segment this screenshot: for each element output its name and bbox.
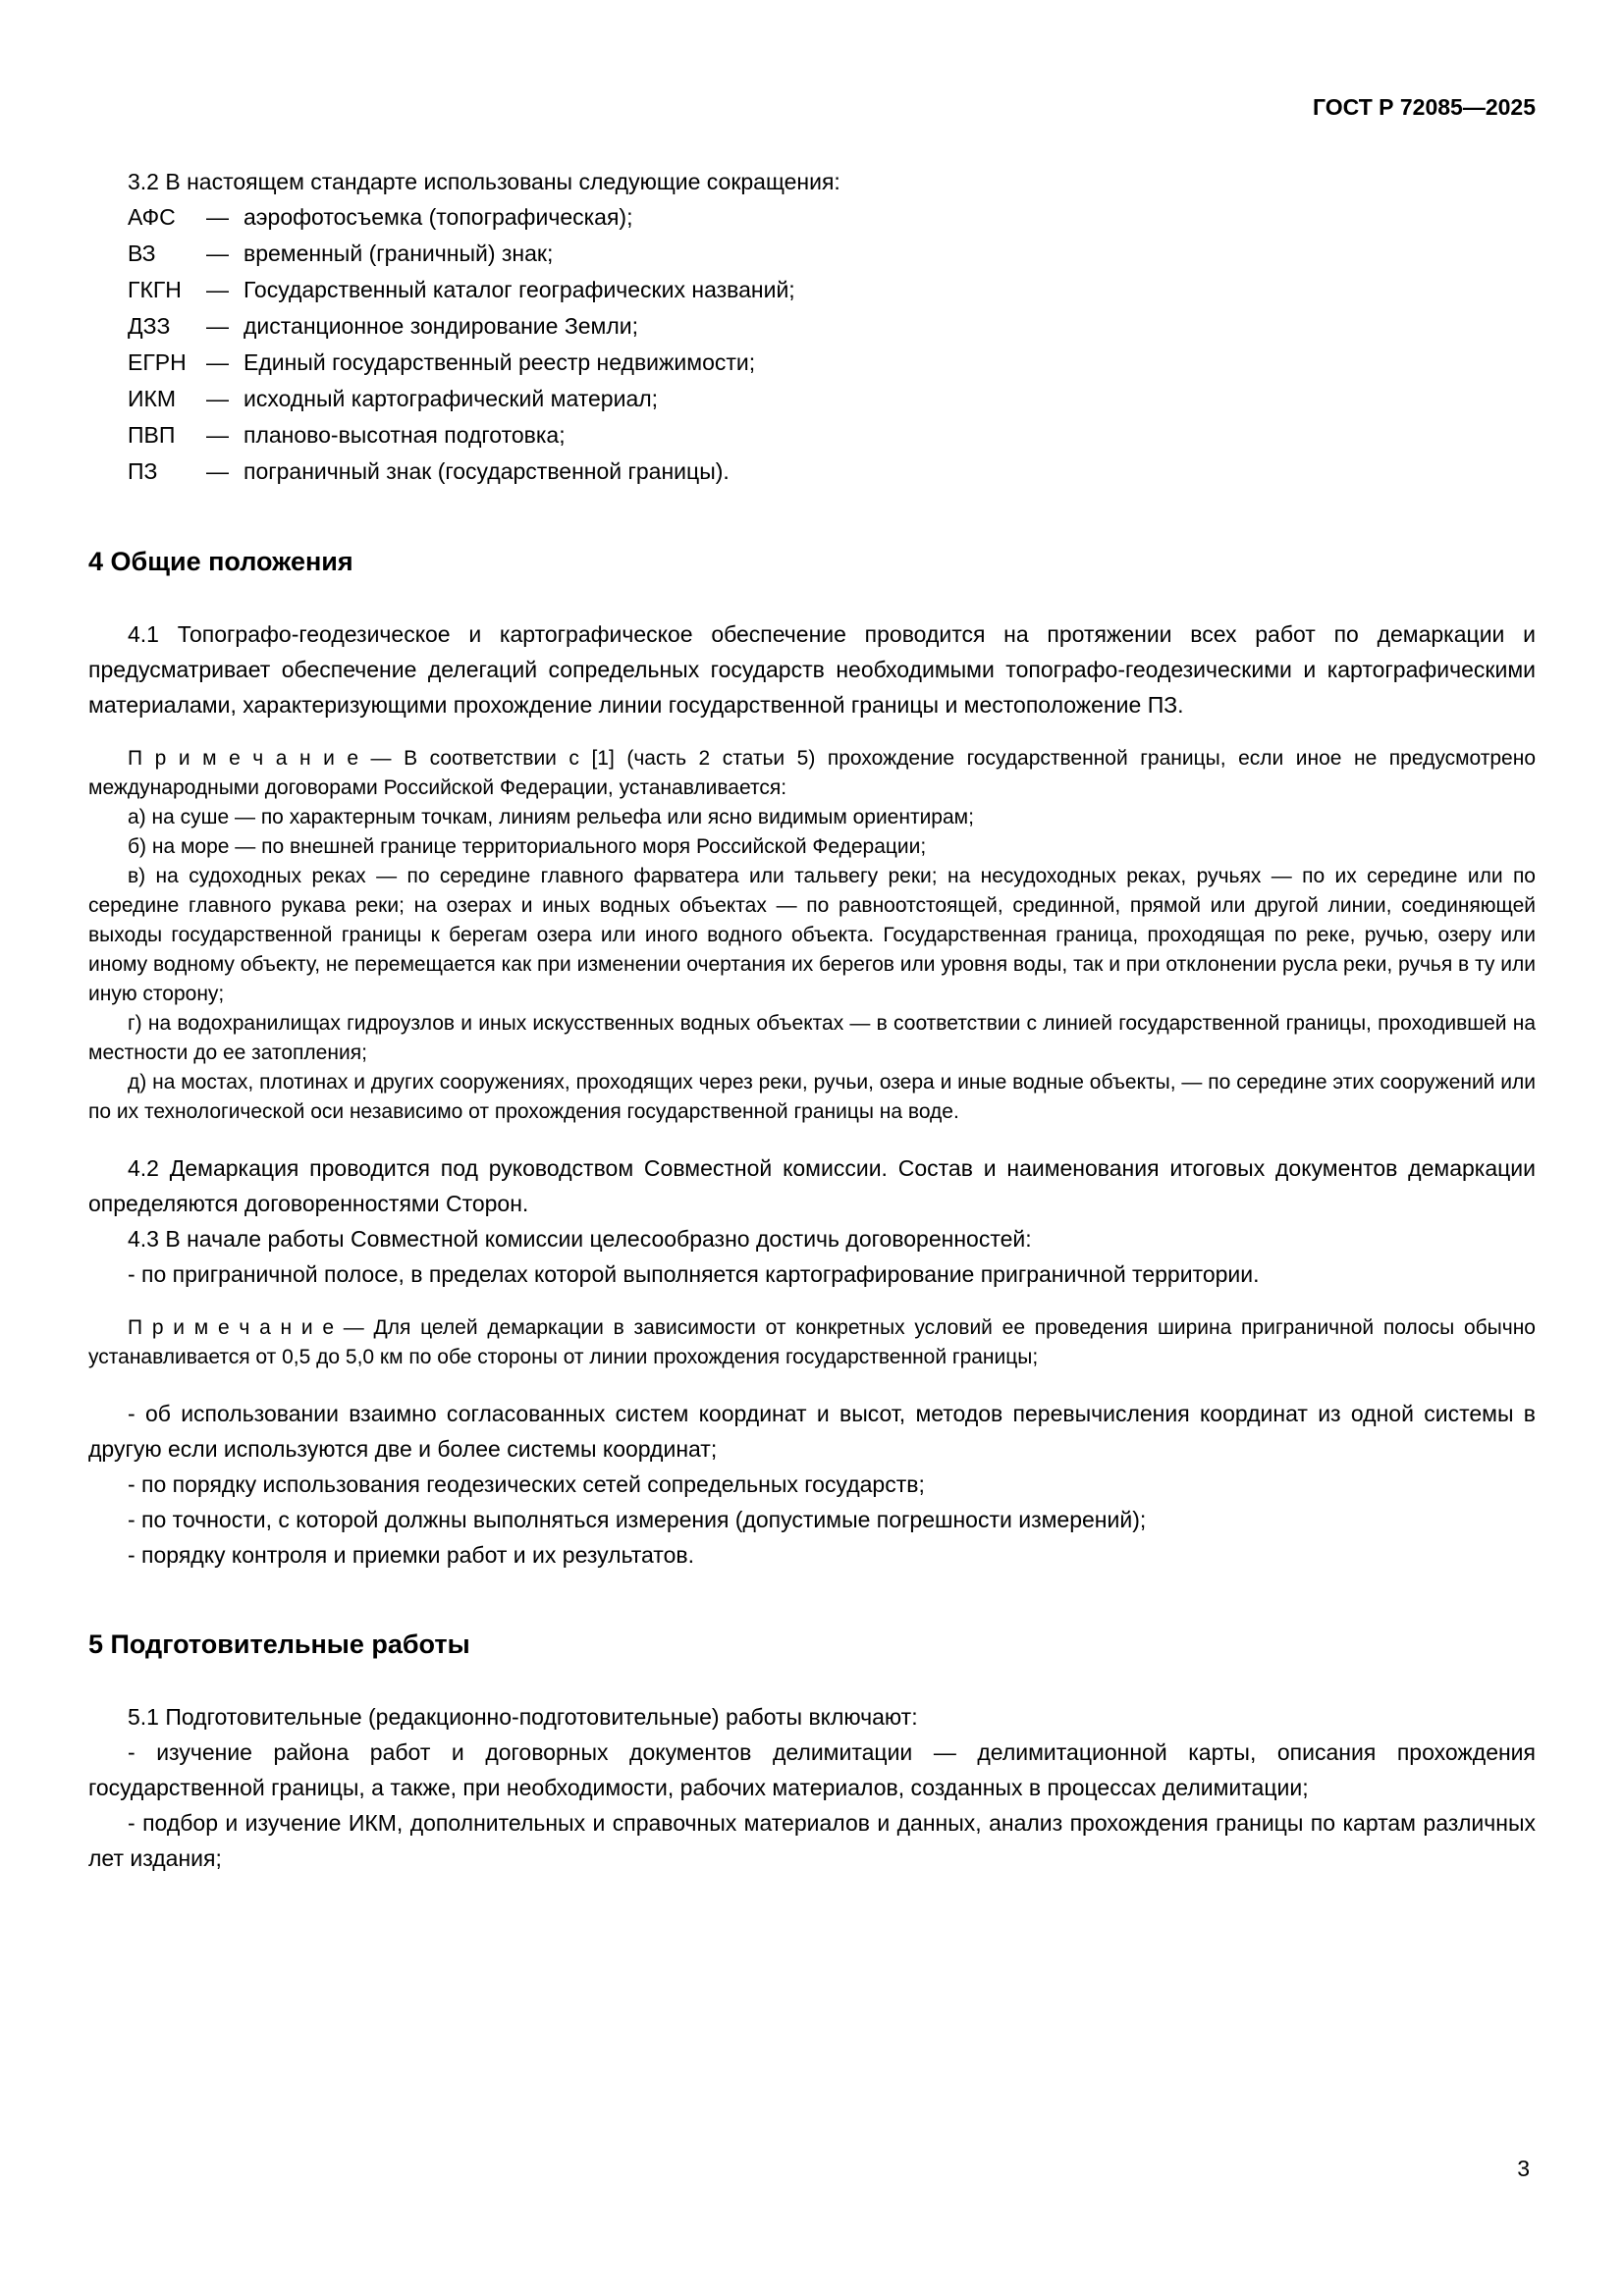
note-1-item-g: г) на водохранилищах гидроузлов и иных искусственных водных объектах — в соответствии с линией государственной границы, проходившей на местности до ее затопления;	[88, 1012, 1536, 1064]
abbreviations-list	[88, 199, 1536, 490]
abbreviation-definition: временный (граничный) знак;	[244, 240, 554, 266]
abbreviation-dash: —	[206, 458, 229, 484]
abbreviation-definition: планово-высотная подготовка;	[244, 422, 566, 448]
abbreviation-row	[128, 417, 1536, 454]
abbreviation-dash: —	[206, 240, 229, 266]
bullet-source-materials: - подбор и изучение ИКМ, дополнительных и справочных материалов и данных, анализ прохождения границы по картам различных лет издания;	[88, 1810, 1536, 1871]
page-number: 3	[1517, 2156, 1530, 2181]
abbreviations-intro: 3.2 В настоящем стандарте использованы следующие сокращения:	[128, 169, 840, 194]
bullet-coordinate-systems: - об использовании взаимно согласованных систем координат и высот, методов перевычисления координат из одной системы в другую если используются две и более системы координат;	[88, 1401, 1536, 1462]
note-2	[88, 1313, 1536, 1372]
paragraph-4-2: 4.2 Демаркация проводится под руководством Совместной комиссии. Состав и наименования итоговых документов демаркации определяются договоренностями Сторон.	[88, 1155, 1536, 1216]
note-1-intro: П р и м е ч а н и е — В соответствии с [1] (часть 2 статьи 5) прохождение государственной границы, если иное не предусмотрено международными договорами Российской Федерации, устанавливается:	[88, 747, 1536, 799]
note-1-item-b: б) на море — по внешней границе территориального моря Российской Федерации;	[128, 835, 927, 858]
abbreviation-dash: —	[206, 422, 229, 448]
abbreviation-row	[128, 236, 1536, 272]
section-5-heading: 5 Подготовительные работы	[88, 1629, 470, 1659]
abbreviation-term: ГКГН	[128, 277, 182, 302]
abbreviation-definition: дистанционное зондирование Земли;	[244, 313, 638, 339]
abbreviation-row	[128, 272, 1536, 308]
abbreviation-row	[128, 454, 1536, 490]
abbreviation-term: АФС	[128, 204, 176, 230]
paragraph-4-3: 4.3 В начале работы Совместной комиссии целесообразно достичь договоренностей:	[128, 1226, 1032, 1252]
note-1	[88, 744, 1536, 1127]
abbreviation-definition: Единый государственный реестр недвижимости;	[244, 349, 756, 375]
note-2-text: П р и м е ч а н и е — Для целей демаркации в зависимости от конкретных условий ее проведения ширина приграничной полосы обычно устанавливается от 0,5 до 5,0 км по обе стороны от линии прохождения государственной границы;	[88, 1316, 1536, 1368]
abbreviation-row	[128, 381, 1536, 417]
abbreviation-term: ВЗ	[128, 240, 156, 266]
abbreviation-term: ЕГРН	[128, 349, 187, 375]
abbreviation-row	[128, 308, 1536, 345]
paragraph-5-1: 5.1 Подготовительные (редакционно-подготовительные) работы включают:	[128, 1704, 918, 1730]
abbreviation-term: ПВП	[128, 422, 176, 448]
abbreviation-dash: —	[206, 204, 229, 230]
abbreviation-definition: пограничный знак (государственной границы).	[244, 458, 730, 484]
bullet-study-area: - изучение района работ и договорных документов делимитации — делимитационной карты, описания прохождения государственной границы, а также, при необходимости, рабочих материалов, созданных в процессах делимитации;	[88, 1739, 1536, 1800]
bullet-geodetic-networks: - по порядку использования геодезических сетей сопредельных государств;	[128, 1471, 925, 1497]
abbreviation-dash: —	[206, 349, 229, 375]
abbreviation-definition: исходный картографический материал;	[244, 386, 659, 411]
note-1-item-a: а) на суше — по характерным точкам, линиям рельефа или ясно видимым ориентирам;	[128, 806, 974, 828]
paragraph-4-1: 4.1 Топографо-геодезическое и картографическое обеспечение проводится на протяжении всех работ по демаркации и предусматривает обеспечение делегаций сопредельных государств необходимыми топографо-геодезическими и картографическими материалами, характеризующими прохождение линии государственной границы и местоположение ПЗ.	[88, 621, 1536, 718]
abbreviation-row	[128, 199, 1536, 236]
section-4-heading: 4 Общие положения	[88, 547, 353, 576]
abbreviation-dash: —	[206, 313, 229, 339]
abbreviation-term: ИКМ	[128, 386, 177, 411]
bullet-border-strip: - по приграничной полосе, в пределах которой выполняется картографирование приграничной территории.	[128, 1261, 1260, 1287]
note-1-item-d: д) на мостах, плотинах и других сооружениях, проходящих через реки, ручьи, озера и иные водные объекты, — по середине этих сооружений или по их технологической оси независимо от прохождения государственной границы на воде.	[88, 1071, 1536, 1123]
bullet-measurement-accuracy: - по точности, с которой должны выполняться измерения (допустимые погрешности измерений);	[128, 1507, 1147, 1532]
abbreviation-term: ПЗ	[128, 458, 158, 484]
abbreviation-dash: —	[206, 277, 229, 302]
abbreviation-definition: Государственный каталог географических названий;	[244, 277, 795, 302]
abbreviation-row	[128, 345, 1536, 381]
abbreviation-dash: —	[206, 386, 229, 411]
abbreviation-definition: аэрофотосъемка (топографическая);	[244, 204, 633, 230]
bullet-control-acceptance: - порядку контроля и приемки работ и их результатов.	[128, 1542, 694, 1568]
doc-number: ГОСТ Р 72085—2025	[1313, 94, 1536, 120]
abbreviation-term: ДЗЗ	[128, 313, 171, 339]
note-1-item-v: в) на судоходных реках — по середине главного фарватера или тальвегу реки; на несудоходных реках, ручьях — по их середине или по середине главного рукава реки; на озерах и иных водных объектах — по равноотстоящей, срединной, прямой или другой линии, соединяющей выходы государственной границы к берегам озера или иного водного объекта. Государственная граница, проходящая по реке, ручью, озеру или иному водному объекту, не перемещается как при изменении очертания их берегов или уровня воды, так и при отклонении русла реки, ручья в ту или иную сторону;	[88, 865, 1536, 1005]
